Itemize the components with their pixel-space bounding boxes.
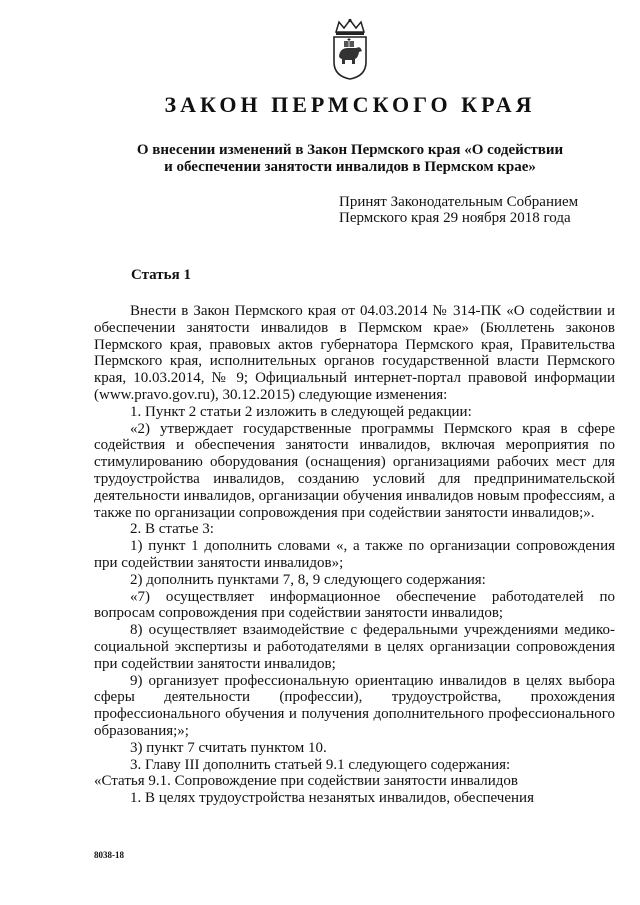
paragraph: 3) пункт 7 считать пунктом 10. (130, 739, 327, 756)
adoption-line: Пермского края 29 ноября 2018 года (339, 210, 571, 226)
paragraph: 3. Главу III дополнить статьей 9.1 следующего содержания: (130, 756, 511, 773)
document-subtitle (0, 142, 640, 176)
paragraph: 2. В статье 3: (130, 521, 214, 538)
paragraph: 1. Пункт 2 статьи 2 изложить в следующей редакции: (130, 403, 472, 420)
paragraph: 1) пункт 1 дополнить словами «, а также по организации сопровождения при содействии занятости инвалидов»; (94, 538, 615, 571)
article-heading: Статья 1 (131, 267, 191, 283)
paragraph: Внести в Закон Пермского края от 04.03.2014 № 314-ПК «О содействии и обеспечении занятости инвалидов в Пермском крае» (Бюллетень законов Пермского края, правовых актов губернатора Пермского края, Правительства Пермского края, исполнительных органов государственной власти Пермского края, 10.03.2014, № 9; Официальный интернет-портал правовой информации (www.pravo.gov.ru), 30.12.2015) следующие изменения: (94, 303, 615, 403)
article-body (94, 303, 615, 807)
subtitle-line: и обеспечении занятости инвалидов в Пермском крае» (164, 159, 536, 175)
paragraph: 1. В целях трудоустройства незанятых инвалидов, обеспечения (130, 790, 534, 807)
paragraph: 2) дополнить пунктами 7, 8, 9 следующего содержания: (130, 571, 486, 588)
document-title: ЗАКОН ПЕРМСКОГО КРАЯ (164, 92, 536, 117)
paragraph: «Статья 9.1. Сопровождение при содействии занятости инвалидов (94, 773, 518, 790)
paragraph: 9) организует профессиональную ориентацию инвалидов в целях выбора сферы деятельности (профессии), трудоустройства, прохождения профессионального обучения и получения дополнительного профессионального образования;»; (94, 672, 615, 739)
subtitle-line: О внесении изменений в Закон Пермского края «О содействии (136, 142, 564, 158)
paragraph: 8) осуществляет взаимодействие с федеральными учреждениями медико-социальной экспертизы и работодателями в целях организации сопровождения при содействии занятости инвалидов; (94, 622, 615, 672)
adoption-line: Принят Законодательным Собранием (339, 194, 579, 210)
coat-of-arms-icon (327, 18, 373, 80)
paragraph: «2) утверждает государственные программы Пермского края в сфере содействия и обеспечения занятости инвалидов, включая мероприятия по стимулированию оборудования (оснащения) организациями рабочих мест для трудоустройства инвалидов, созданию условий для предпринимательской деятельности инвалидов, организации обучения инвалидов новым профессиям, а также по организации сопровождения при содействии занятости инвалидов;». (94, 420, 615, 521)
paragraph: «7) осуществляет информационное обеспечение работодателей по вопросам сопровождения при содействии занятости инвалидов; (94, 588, 615, 622)
adoption-note (339, 194, 578, 226)
document-code: 8038-18 (94, 850, 124, 860)
